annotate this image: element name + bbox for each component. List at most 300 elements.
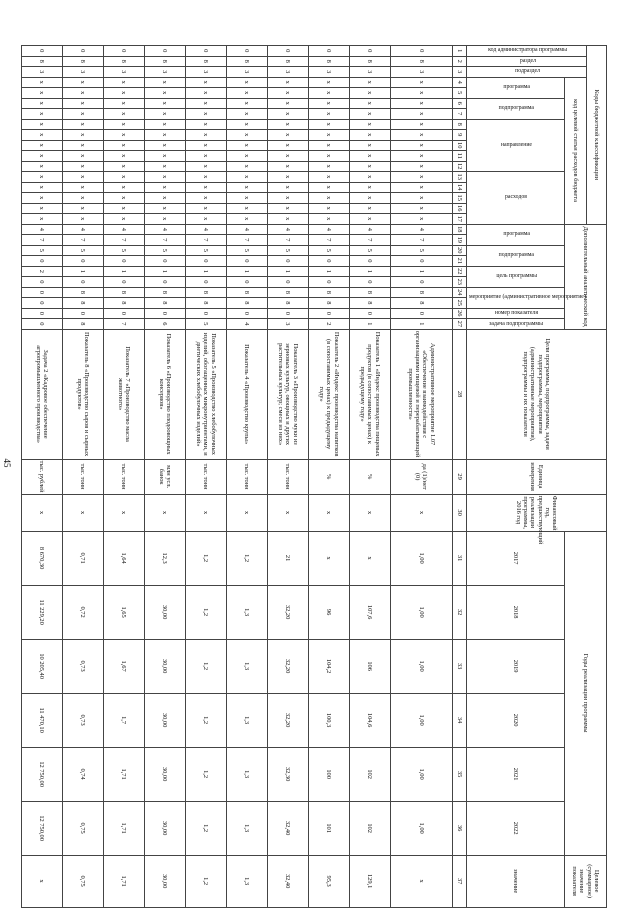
code-cell: 0 bbox=[226, 308, 267, 319]
row-value: 12,3 bbox=[144, 531, 185, 585]
col-number: 27 bbox=[452, 319, 466, 330]
code-cell: х bbox=[308, 151, 349, 162]
year-2022: 2022 bbox=[466, 801, 564, 855]
code-cell: 0 bbox=[62, 46, 103, 57]
col-event bbox=[466, 287, 586, 308]
row-value: 30,00 bbox=[144, 801, 185, 855]
row-value: 32,20 bbox=[267, 693, 308, 747]
code-cell: х bbox=[21, 109, 62, 120]
code-cell: 4 bbox=[308, 224, 349, 235]
code-cell: х bbox=[390, 98, 452, 109]
code-cell: 0 bbox=[21, 287, 62, 298]
code-cell: х bbox=[185, 193, 226, 204]
row-value: 0,74 bbox=[62, 747, 103, 801]
code-cell: 0 bbox=[144, 308, 185, 319]
row-value: х bbox=[349, 531, 390, 585]
code-cell: 8 bbox=[267, 287, 308, 298]
code-cell: х bbox=[21, 140, 62, 151]
page-number: 45 bbox=[2, 458, 12, 468]
code-cell: 0 bbox=[308, 46, 349, 57]
code-cell: х bbox=[103, 88, 144, 99]
row-final: х bbox=[21, 855, 62, 907]
col-number: 23 bbox=[452, 277, 466, 288]
code-cell: 8 bbox=[144, 287, 185, 298]
row-value: 1,2 bbox=[185, 531, 226, 585]
code-cell: 0 bbox=[308, 308, 349, 319]
table-row bbox=[144, 46, 185, 908]
code-cell: х bbox=[308, 182, 349, 193]
col-number: 22 bbox=[452, 266, 466, 277]
code-cell: 8 bbox=[267, 56, 308, 67]
code-cell: 2 bbox=[21, 266, 62, 277]
row-value: 1,71 bbox=[103, 747, 144, 801]
col-number: 26 bbox=[452, 308, 466, 319]
code-cell: 1 bbox=[390, 266, 452, 277]
code-cell: х bbox=[349, 151, 390, 162]
row-value: 32,40 bbox=[267, 801, 308, 855]
code-cell: 7 bbox=[390, 235, 452, 246]
col-subprogram2 bbox=[466, 245, 564, 266]
code-cell: х bbox=[144, 109, 185, 120]
code-cell: 7 bbox=[349, 235, 390, 246]
row-value: 102 bbox=[349, 801, 390, 855]
row-value: 1,2 bbox=[226, 531, 267, 585]
row-value: 1,64 bbox=[103, 531, 144, 585]
row-value: 1,71 bbox=[103, 801, 144, 855]
row-value: 1,3 bbox=[226, 585, 267, 639]
code-cell: х bbox=[267, 77, 308, 88]
row-name: Административное мероприятие 1.07 «Обеспечение взаимодействия с организациями пищевой и перерабатывающей промышленности» bbox=[390, 329, 452, 459]
code-cell: х bbox=[226, 109, 267, 120]
code-cell: х bbox=[62, 203, 103, 214]
row-final: 32,40 bbox=[267, 855, 308, 907]
code-cell: х bbox=[308, 77, 349, 88]
code-cell: 7 bbox=[267, 235, 308, 246]
col-number: 1 bbox=[452, 46, 466, 57]
row-value: 100,3 bbox=[308, 693, 349, 747]
row-value: 107,6 bbox=[349, 585, 390, 639]
code-cell: х bbox=[21, 203, 62, 214]
row-value: 1,3 bbox=[226, 747, 267, 801]
year-2017: 2017 bbox=[466, 531, 564, 585]
code-cell: х bbox=[267, 193, 308, 204]
col-purpose-text: расходов bbox=[505, 194, 528, 201]
code-cell: х bbox=[21, 119, 62, 130]
code-cell: 0 bbox=[349, 256, 390, 267]
code-cell: 5 bbox=[185, 319, 226, 330]
code-cell: х bbox=[308, 119, 349, 130]
col-target bbox=[466, 266, 564, 287]
code-cell: 8 bbox=[21, 56, 62, 67]
code-cell: х bbox=[144, 161, 185, 172]
row-value: 1,65 bbox=[103, 585, 144, 639]
col-direction bbox=[466, 119, 564, 172]
row-name: Показатель 1 «Индекс производства пищевых продуктов (в сопоставимых ценах) к предыдущему году» bbox=[349, 329, 390, 459]
code-cell: х bbox=[226, 161, 267, 172]
code-cell: х bbox=[349, 98, 390, 109]
code-cell: х bbox=[144, 130, 185, 141]
code-cell: х bbox=[144, 119, 185, 130]
code-cell: х bbox=[144, 182, 185, 193]
row-value: 102 bbox=[349, 747, 390, 801]
code-cell: 1 bbox=[62, 266, 103, 277]
row-value: 1,3 bbox=[226, 639, 267, 693]
code-cell: 0 bbox=[21, 298, 62, 309]
code-cell: 3 bbox=[267, 67, 308, 78]
col-task-text: задача подпрограммы bbox=[489, 320, 544, 327]
program-indicators-table bbox=[21, 45, 607, 908]
code-cell: х bbox=[267, 98, 308, 109]
row-value: 1,7 bbox=[103, 693, 144, 747]
row-value: 1,2 bbox=[185, 639, 226, 693]
col-program2-text: программа bbox=[503, 231, 530, 238]
code-cell: 0 bbox=[308, 277, 349, 288]
fin-year-header: Финансовый год, предшествующий реализации программы, 2016 год bbox=[466, 494, 606, 531]
row-fin-year: х bbox=[308, 494, 349, 531]
code-cell: 5 bbox=[21, 245, 62, 256]
row-value: 1,00 bbox=[390, 747, 452, 801]
code-cell: х bbox=[21, 77, 62, 88]
row-fin-year: х bbox=[21, 494, 62, 531]
col-admin-text: код администратора программы bbox=[488, 47, 567, 54]
code-cell: 3 bbox=[390, 67, 452, 78]
row-value: 104,6 bbox=[349, 693, 390, 747]
code-cell: х bbox=[267, 161, 308, 172]
row-unit: тыс. тонн bbox=[103, 459, 144, 494]
unit-header: Единица измерения bbox=[466, 459, 606, 494]
col-number: 28 bbox=[452, 329, 466, 459]
row-value: 1,2 bbox=[185, 801, 226, 855]
col-number: 11 bbox=[452, 151, 466, 162]
col-number: 20 bbox=[452, 245, 466, 256]
row-value: 0,73 bbox=[62, 693, 103, 747]
code-cell: х bbox=[144, 203, 185, 214]
row-value: 1,00 bbox=[390, 693, 452, 747]
code-cell: 4 bbox=[144, 224, 185, 235]
col-subprogram-text: подпрограмма bbox=[498, 105, 535, 112]
code-cell: х bbox=[103, 151, 144, 162]
col-number: 2 bbox=[452, 56, 466, 67]
code-cell: 8 bbox=[144, 298, 185, 309]
col-number: 16 bbox=[452, 203, 466, 214]
code-cell: х bbox=[390, 203, 452, 214]
code-cell: 0 bbox=[390, 46, 452, 57]
col-number: 14 bbox=[452, 182, 466, 193]
code-cell: х bbox=[349, 119, 390, 130]
row-fin-year: х bbox=[267, 494, 308, 531]
row-name: Показатель 8 «Производство сыров и сырных продуктов» bbox=[62, 329, 103, 459]
year-2021: 2021 bbox=[466, 747, 564, 801]
code-cell: х bbox=[226, 98, 267, 109]
code-cell: х bbox=[144, 77, 185, 88]
code-cell: х bbox=[267, 119, 308, 130]
table-row bbox=[185, 46, 226, 908]
row-name: Показатель 5 «Производство хлебобулочных изделий, обогащенных микронутриентами, и диетических хлебобулочных изделий» bbox=[185, 329, 226, 459]
col-section-text: раздел bbox=[519, 57, 536, 64]
code-cell: 4 bbox=[226, 319, 267, 330]
code-cell: х bbox=[267, 203, 308, 214]
kbk-header: Коды бюджетной классификации bbox=[587, 46, 607, 225]
code-cell: х bbox=[226, 88, 267, 99]
row-value: 12 750,00 bbox=[21, 747, 62, 801]
code-cell: х bbox=[308, 109, 349, 120]
row-final: 1,3 bbox=[226, 855, 267, 907]
code-cell: 4 bbox=[267, 224, 308, 235]
code-cell: х bbox=[62, 172, 103, 183]
code-cell: х bbox=[185, 151, 226, 162]
rotated-table-container bbox=[34, 45, 607, 905]
code-cell: х bbox=[185, 140, 226, 151]
code-cell: 7 bbox=[21, 235, 62, 246]
col-subprogram2-text: подпрограмма bbox=[498, 252, 535, 259]
column-numbers-row bbox=[452, 46, 466, 908]
code-cell: х bbox=[144, 172, 185, 183]
row-value: 1,67 bbox=[103, 639, 144, 693]
col-section bbox=[466, 56, 586, 67]
code-cell: х bbox=[62, 182, 103, 193]
code-cell: х bbox=[226, 172, 267, 183]
row-final: 129,1 bbox=[349, 855, 390, 907]
code-cell: 3 bbox=[308, 67, 349, 78]
code-cell: 0 bbox=[185, 277, 226, 288]
code-cell: х bbox=[390, 109, 452, 120]
code-cell: х bbox=[226, 130, 267, 141]
code-cell: х bbox=[390, 214, 452, 225]
code-cell: х bbox=[226, 119, 267, 130]
code-cell: х bbox=[308, 98, 349, 109]
row-unit: тыс. тонн bbox=[267, 459, 308, 494]
row-value: 30,00 bbox=[144, 747, 185, 801]
code-cell: 5 bbox=[103, 245, 144, 256]
row-value: 0,72 bbox=[62, 585, 103, 639]
code-cell: х bbox=[267, 214, 308, 225]
code-cell: х bbox=[267, 140, 308, 151]
code-cell: 0 bbox=[308, 256, 349, 267]
row-value: 0,73 bbox=[62, 639, 103, 693]
code-cell: х bbox=[308, 203, 349, 214]
col-indicator bbox=[466, 308, 564, 319]
code-cell: х bbox=[390, 151, 452, 162]
code-cell: х bbox=[62, 140, 103, 151]
code-cell: 8 bbox=[62, 287, 103, 298]
row-value: 11 229,20 bbox=[21, 585, 62, 639]
code-cell: 8 bbox=[62, 319, 103, 330]
col-task bbox=[466, 319, 564, 330]
row-unit: млн усл. банок bbox=[144, 459, 185, 494]
row-unit: тыс. рублей bbox=[21, 459, 62, 494]
col-program-text: программа bbox=[503, 84, 530, 91]
col-number: 15 bbox=[452, 193, 466, 204]
code-cell: 1 bbox=[103, 266, 144, 277]
code-cell: х bbox=[349, 88, 390, 99]
code-cell: 0 bbox=[144, 46, 185, 57]
code-cell: 3 bbox=[144, 67, 185, 78]
code-cell: х bbox=[21, 98, 62, 109]
code-cell: х bbox=[185, 182, 226, 193]
row-value: 1,00 bbox=[390, 585, 452, 639]
row-fin-year: х bbox=[226, 494, 267, 531]
col-number: 24 bbox=[452, 287, 466, 298]
row-name: Показатель 6 «Производство плодоовощных консервов» bbox=[144, 329, 185, 459]
code-cell: х bbox=[349, 77, 390, 88]
final-value-sub: значение bbox=[466, 855, 564, 907]
code-cell: х bbox=[21, 172, 62, 183]
row-value: 1,2 bbox=[185, 747, 226, 801]
code-cell: 8 bbox=[308, 56, 349, 67]
code-cell: х bbox=[62, 161, 103, 172]
code-cell: х bbox=[62, 109, 103, 120]
code-cell: х bbox=[390, 182, 452, 193]
code-cell: х bbox=[62, 130, 103, 141]
code-cell: 8 bbox=[185, 287, 226, 298]
code-cell: 0 bbox=[21, 277, 62, 288]
code-cell: 0 bbox=[349, 308, 390, 319]
code-cell: х bbox=[62, 119, 103, 130]
col-number: 7 bbox=[452, 109, 466, 120]
row-value: 1,00 bbox=[390, 531, 452, 585]
code-cell: 4 bbox=[103, 224, 144, 235]
row-final: 30,00 bbox=[144, 855, 185, 907]
col-admin bbox=[466, 46, 586, 57]
code-cell: 8 bbox=[349, 287, 390, 298]
table-row bbox=[103, 46, 144, 908]
code-cell: х bbox=[21, 214, 62, 225]
code-cell: х bbox=[62, 214, 103, 225]
row-value: 30,00 bbox=[144, 639, 185, 693]
col-number: 30 bbox=[452, 494, 466, 531]
code-cell: х bbox=[62, 98, 103, 109]
code-cell: 0 bbox=[226, 46, 267, 57]
code-cell: х bbox=[185, 109, 226, 120]
code-cell: 8 bbox=[185, 298, 226, 309]
code-cell: 6 bbox=[144, 319, 185, 330]
code-cell: 0 bbox=[226, 256, 267, 267]
code-cell: х bbox=[308, 214, 349, 225]
code-cell: х bbox=[349, 130, 390, 141]
code-cell: 0 bbox=[103, 256, 144, 267]
code-cell: х bbox=[103, 193, 144, 204]
code-cell: х bbox=[267, 109, 308, 120]
code-cell: х bbox=[267, 130, 308, 141]
code-cell: х bbox=[103, 161, 144, 172]
row-value: 1,2 bbox=[185, 693, 226, 747]
row-value: 0,75 bbox=[62, 801, 103, 855]
code-cell: 8 bbox=[144, 56, 185, 67]
row-value: 30,00 bbox=[144, 693, 185, 747]
code-cell: 3 bbox=[185, 67, 226, 78]
row-unit: тыс. тонн bbox=[185, 459, 226, 494]
code-cell: х bbox=[185, 214, 226, 225]
row-fin-year: х bbox=[390, 494, 452, 531]
code-cell: 0 bbox=[226, 277, 267, 288]
code-cell: х bbox=[103, 130, 144, 141]
col-number: 25 bbox=[452, 298, 466, 309]
code-cell: 8 bbox=[226, 56, 267, 67]
code-cell: 8 bbox=[103, 56, 144, 67]
code-cell: 1 bbox=[226, 266, 267, 277]
table-row bbox=[308, 46, 349, 908]
code-cell: 0 bbox=[144, 256, 185, 267]
code-cell: 1 bbox=[349, 319, 390, 330]
code-cell: х bbox=[349, 193, 390, 204]
code-cell: х bbox=[226, 77, 267, 88]
row-unit: % bbox=[308, 459, 349, 494]
code-cell: 0 bbox=[21, 308, 62, 319]
code-cell: 0 bbox=[349, 46, 390, 57]
col-program2 bbox=[466, 224, 564, 245]
code-cell: 8 bbox=[103, 287, 144, 298]
code-cell: х bbox=[267, 88, 308, 99]
row-value: 106 bbox=[349, 639, 390, 693]
row-value: 1,2 bbox=[185, 585, 226, 639]
code-cell: х bbox=[144, 151, 185, 162]
code-cell: 4 bbox=[349, 224, 390, 235]
code-cell: 0 bbox=[62, 308, 103, 319]
table-row bbox=[390, 46, 452, 908]
code-cell: 0 bbox=[62, 256, 103, 267]
col-number: 35 bbox=[452, 747, 466, 801]
code-cell: 7 bbox=[62, 235, 103, 246]
code-cell: х bbox=[103, 203, 144, 214]
col-number: 3 bbox=[452, 67, 466, 78]
col-indicator-text: номер показателя bbox=[494, 309, 539, 316]
code-cell: 8 bbox=[62, 298, 103, 309]
code-cell: х bbox=[21, 151, 62, 162]
code-cell: 7 bbox=[103, 319, 144, 330]
row-value: 32,30 bbox=[267, 747, 308, 801]
code-cell: х bbox=[21, 182, 62, 193]
row-value: 21 bbox=[267, 531, 308, 585]
row-value: 100 bbox=[308, 747, 349, 801]
col-number: 17 bbox=[452, 214, 466, 225]
code-cell: 0 bbox=[267, 308, 308, 319]
code-cell: х bbox=[185, 161, 226, 172]
code-cell: 8 bbox=[62, 56, 103, 67]
row-final: х bbox=[390, 855, 452, 907]
code-cell: 4 bbox=[390, 224, 452, 235]
code-cell: х bbox=[390, 161, 452, 172]
code-cell: х bbox=[185, 172, 226, 183]
code-cell: 0 bbox=[267, 46, 308, 57]
col-program bbox=[466, 77, 564, 98]
code-cell: 0 bbox=[103, 308, 144, 319]
col-target-text: цель программы bbox=[496, 273, 537, 280]
code-cell: 1 bbox=[185, 266, 226, 277]
code-cell: х bbox=[308, 140, 349, 151]
code-cell: 8 bbox=[390, 56, 452, 67]
code-cell: х bbox=[103, 109, 144, 120]
code-cell: х bbox=[267, 151, 308, 162]
code-cell: х bbox=[226, 151, 267, 162]
code-cell: х bbox=[226, 182, 267, 193]
col-number: 8 bbox=[452, 119, 466, 130]
code-cell: 7 bbox=[144, 235, 185, 246]
analytic-header: Дополнительный аналитический код bbox=[565, 224, 607, 329]
col-purpose bbox=[466, 172, 564, 225]
code-cell: х bbox=[390, 119, 452, 130]
years-header: Годы реализации программы bbox=[565, 531, 607, 855]
col-number: 10 bbox=[452, 140, 466, 151]
code-cell: 0 bbox=[21, 46, 62, 57]
code-cell: х bbox=[308, 161, 349, 172]
code-cell: х bbox=[308, 130, 349, 141]
code-cell: х bbox=[62, 193, 103, 204]
row-unit: тыс. тонн bbox=[62, 459, 103, 494]
code-cell: х bbox=[185, 77, 226, 88]
code-cell: 0 bbox=[349, 277, 390, 288]
code-cell: х bbox=[349, 172, 390, 183]
code-cell: х bbox=[144, 98, 185, 109]
